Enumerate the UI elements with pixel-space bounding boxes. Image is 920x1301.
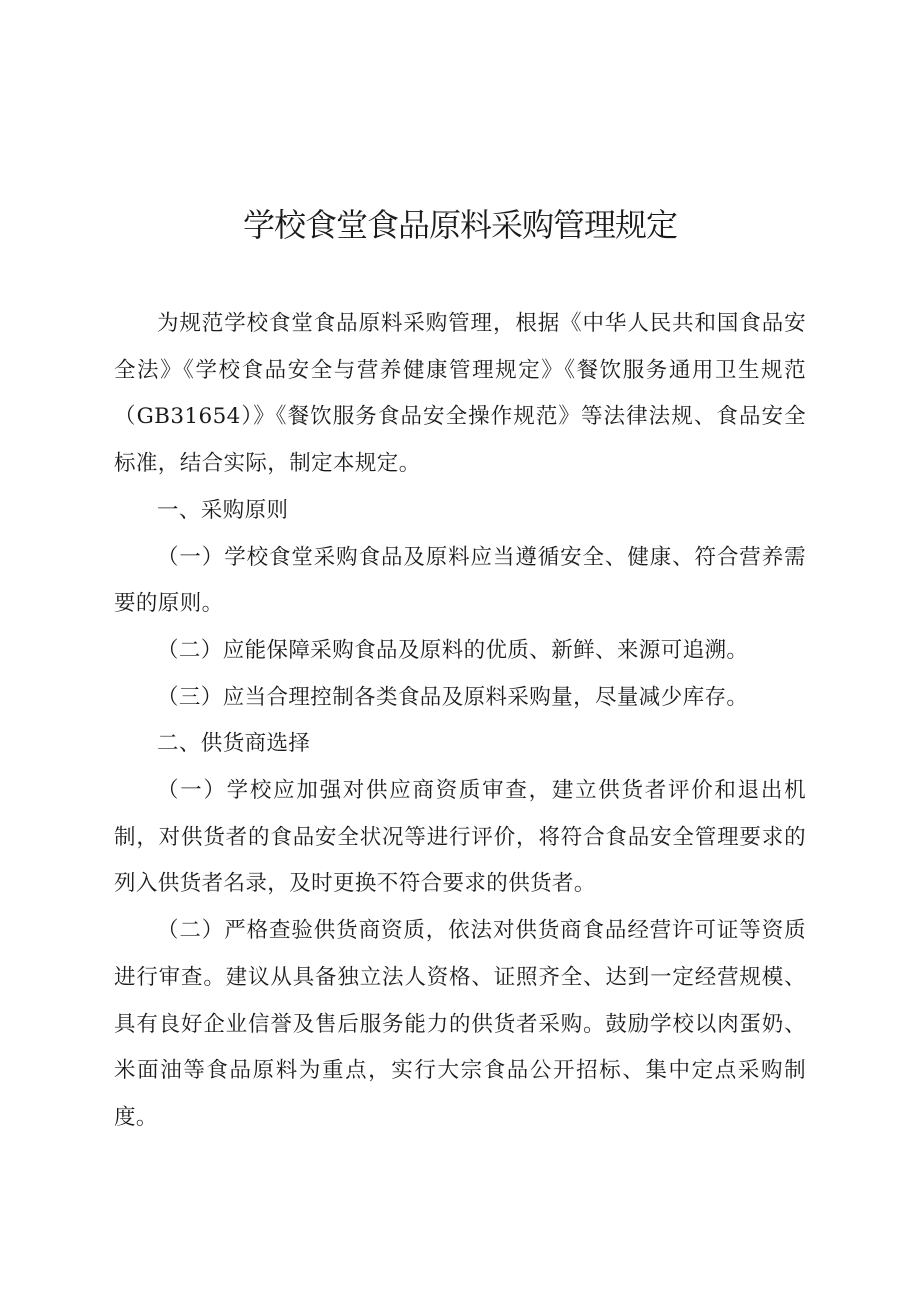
principle-item-3: （三）应当合理控制各类食品及原料采购量，尽量减少库存。 (157, 684, 749, 710)
document-title: 学校食堂食品原料采购管理规定 (242, 206, 677, 244)
section-heading-principles: 一、采购原则 (157, 497, 289, 523)
supplier-item-1: （一）学校应加强对供应商资质审查，建立供货者评价和退出机制，对供货者的食品安全状况等进行评价，将符合食品安全管理要求的列入供货者名录，及时更换不符合要求的供货者。 (114, 778, 806, 897)
principle-item-2: （二）应能保障采购食品及原料的优质、新鲜、来源可追溯。 (157, 637, 749, 663)
section-heading-supplier: 二、供货商选择 (157, 731, 311, 757)
supplier-item-2: （二）严格查验供货商资质，依法对供货商食品经营许可证等资质进行审查。建议从具备独立法人资格、证照齐全、达到一定经营规模、具有良好企业信誉及售后服务能力的供货者采购。鼓励学校以肉蛋奶、米面油等食品原料为重点，实行大宗食品公开招标、集中定点采购制度。 (114, 918, 806, 1130)
principle-item-1: （一）学校食堂采购食品及原料应当遵循安全、健康、符合营养需要的原则。 (114, 544, 806, 617)
document-page (114, 200, 806, 1142)
intro-paragraph: 为规范学校食堂食品原料采购管理，根据《中华人民共和国食品安全法》《学校食品安全与营养健康管理规定》《餐饮服务通用卫生规范（GB31654）》《餐饮服务食品安全操作规范》等法律法规、食品安全标准，结合实际，制定本规定。 (114, 311, 806, 477)
